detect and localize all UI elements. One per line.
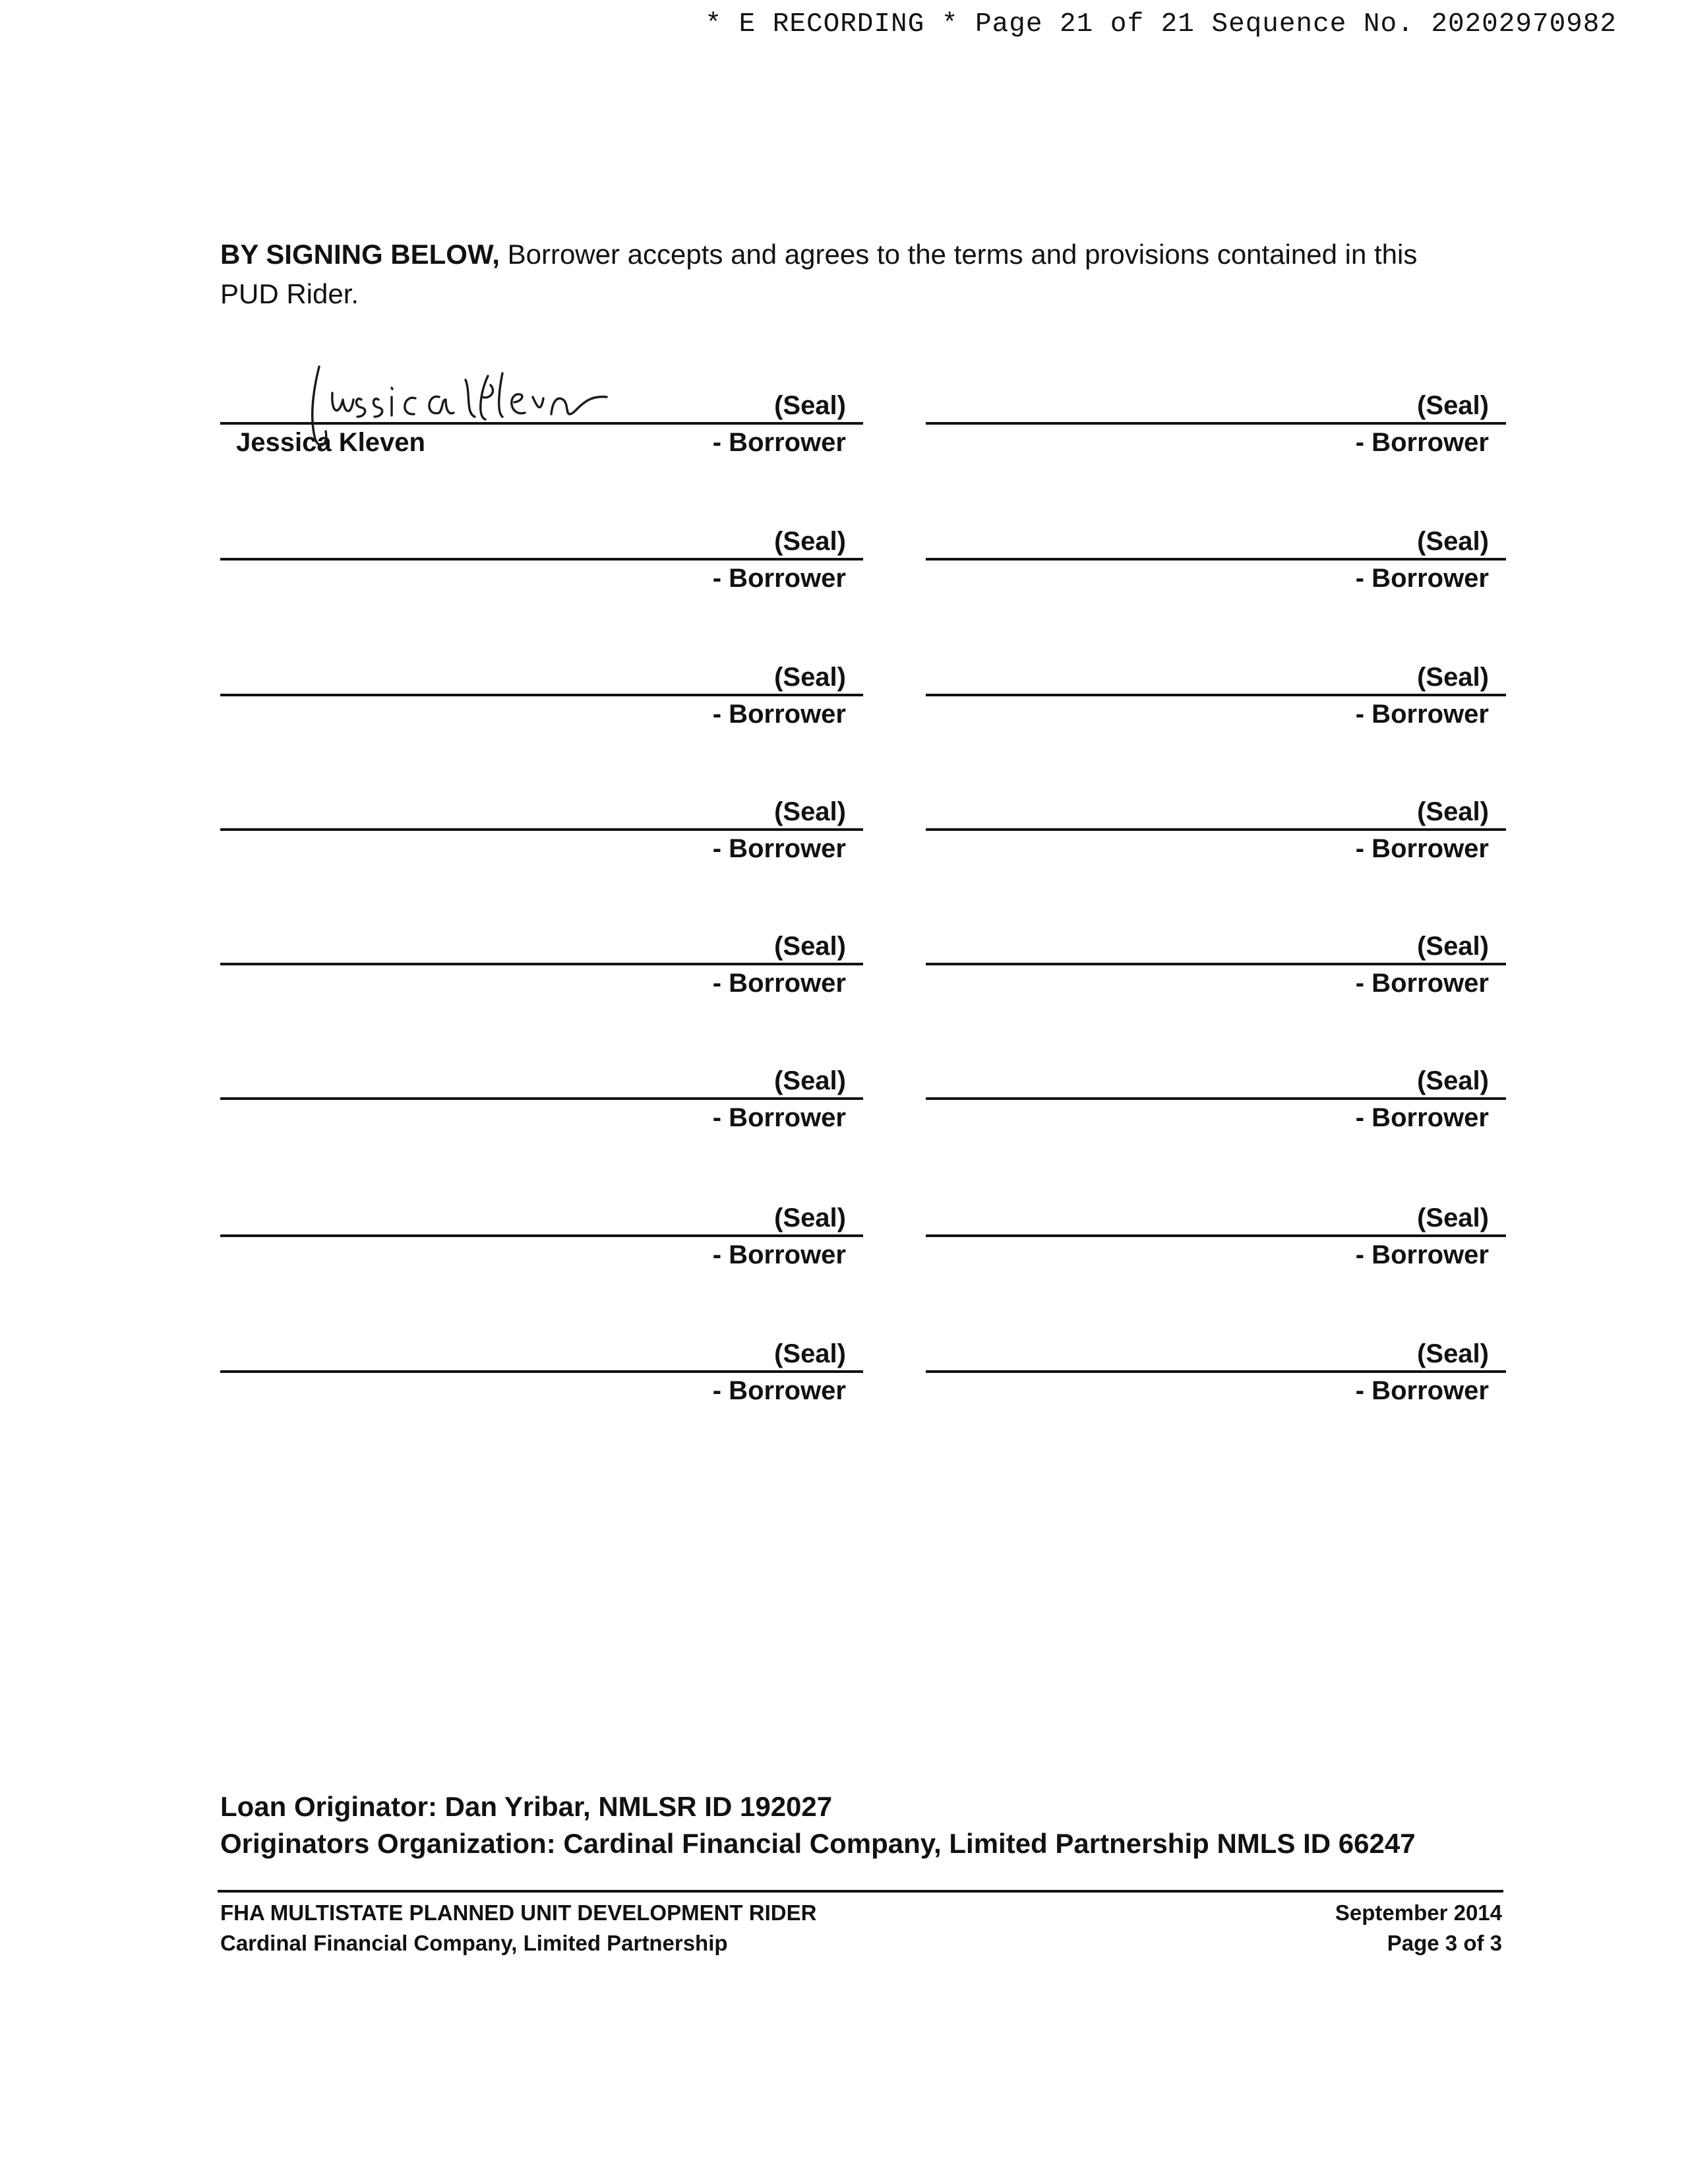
seal-label: (Seal) xyxy=(1417,797,1489,826)
handwritten-signature xyxy=(293,353,662,452)
signature-block-left xyxy=(220,928,863,1008)
signature-block-right xyxy=(926,659,1506,739)
signature-row xyxy=(220,1200,1501,1279)
signature-line[interactable] xyxy=(926,422,1506,425)
seal-label: (Seal) xyxy=(774,797,846,826)
seal-label: (Seal) xyxy=(774,391,846,420)
borrower-label: - Borrower xyxy=(712,834,846,863)
borrower-label: - Borrower xyxy=(1355,1376,1489,1405)
signature-block-left xyxy=(220,659,863,739)
signature-row xyxy=(220,794,1501,873)
acceptance-text: Borrower accepts and agrees to the terms and provisions contained in this PUD Rider. xyxy=(220,239,1418,309)
loan-originator: Loan Originator: Dan Yribar, NMLSR ID 192027 xyxy=(220,1791,833,1822)
signature-block-left xyxy=(220,524,863,603)
seal-label: (Seal) xyxy=(774,1066,846,1095)
seal-label: (Seal) xyxy=(1417,391,1489,420)
signature-line[interactable] xyxy=(926,694,1506,696)
signature-block-right xyxy=(926,524,1506,603)
signature-row xyxy=(220,928,1501,1008)
borrower-label: - Borrower xyxy=(712,428,846,457)
signature-line[interactable] xyxy=(926,1370,1506,1373)
borrower-name: Jessica Kleven xyxy=(236,428,425,457)
signature-line[interactable] xyxy=(926,828,1506,831)
signature-block-left xyxy=(220,794,863,873)
borrower-label: - Borrower xyxy=(1355,969,1489,998)
borrower-label: - Borrower xyxy=(1355,564,1489,593)
company-name: Cardinal Financial Company, Limited Partnership xyxy=(220,1931,728,1955)
seal-label: (Seal) xyxy=(1417,527,1489,556)
footer-right xyxy=(1335,1898,1502,1958)
signature-block-right xyxy=(926,794,1506,873)
form-date: September 2014 xyxy=(1335,1900,1502,1925)
borrower-label: - Borrower xyxy=(1355,1240,1489,1269)
signature-block-right xyxy=(926,1200,1506,1279)
signature-block-left xyxy=(220,1063,863,1142)
borrower-label: - Borrower xyxy=(1355,428,1489,457)
signature-block-left xyxy=(220,388,863,467)
footer-divider xyxy=(218,1890,1503,1893)
signature-row xyxy=(220,1063,1501,1142)
signature-row xyxy=(220,388,1501,467)
signature-line[interactable] xyxy=(220,1370,863,1373)
signature-row xyxy=(220,1336,1501,1415)
seal-label: (Seal) xyxy=(1417,663,1489,692)
signature-row xyxy=(220,659,1501,739)
signature-line[interactable] xyxy=(220,694,863,696)
recording-header: * E RECORDING * Page 21 of 21 Sequence No. 20202970982 xyxy=(705,9,1617,40)
page-number: Page 3 of 3 xyxy=(1387,1931,1502,1955)
signature-line[interactable] xyxy=(926,963,1506,965)
seal-label: (Seal) xyxy=(774,1203,846,1232)
signature-block-left xyxy=(220,1336,863,1415)
borrower-label: - Borrower xyxy=(712,1376,846,1405)
signature-line[interactable] xyxy=(220,963,863,965)
acceptance-statement xyxy=(220,235,1473,314)
signature-block-right xyxy=(926,1063,1506,1142)
acceptance-lead: BY SIGNING BELOW, xyxy=(220,239,500,270)
borrower-label: - Borrower xyxy=(712,1240,846,1269)
signature-line[interactable] xyxy=(220,1097,863,1100)
signature-block-left xyxy=(220,1200,863,1279)
signature-line[interactable] xyxy=(220,1234,863,1237)
seal-label: (Seal) xyxy=(774,932,846,961)
seal-label: (Seal) xyxy=(1417,1066,1489,1095)
borrower-label: - Borrower xyxy=(1355,834,1489,863)
borrower-label: - Borrower xyxy=(712,700,846,729)
signature-line[interactable] xyxy=(926,1097,1506,1100)
signature-row xyxy=(220,524,1501,603)
signature-block-right xyxy=(926,928,1506,1008)
form-title: FHA MULTISTATE PLANNED UNIT DEVELOPMENT RIDER xyxy=(220,1900,817,1925)
signature-line[interactable] xyxy=(220,558,863,561)
signature-line[interactable] xyxy=(926,1234,1506,1237)
footer-left xyxy=(220,1898,816,1958)
signature-line[interactable] xyxy=(926,558,1506,561)
seal-label: (Seal) xyxy=(774,1339,846,1368)
signature-block-right xyxy=(926,388,1506,467)
seal-label: (Seal) xyxy=(1417,932,1489,961)
seal-label: (Seal) xyxy=(1417,1339,1489,1368)
borrower-label: - Borrower xyxy=(1355,1103,1489,1132)
signature-block-right xyxy=(926,1336,1506,1415)
seal-label: (Seal) xyxy=(774,527,846,556)
borrower-label: - Borrower xyxy=(712,1103,846,1132)
seal-label: (Seal) xyxy=(1417,1203,1489,1232)
borrower-label: - Borrower xyxy=(712,969,846,998)
signature-line[interactable] xyxy=(220,828,863,831)
originator-info xyxy=(220,1788,1416,1862)
borrower-label: - Borrower xyxy=(1355,700,1489,729)
seal-label: (Seal) xyxy=(774,663,846,692)
originator-organization: Originators Organization: Cardinal Financial Company, Limited Partnership NMLS ID 66247 xyxy=(220,1828,1416,1859)
borrower-label: - Borrower xyxy=(712,564,846,593)
